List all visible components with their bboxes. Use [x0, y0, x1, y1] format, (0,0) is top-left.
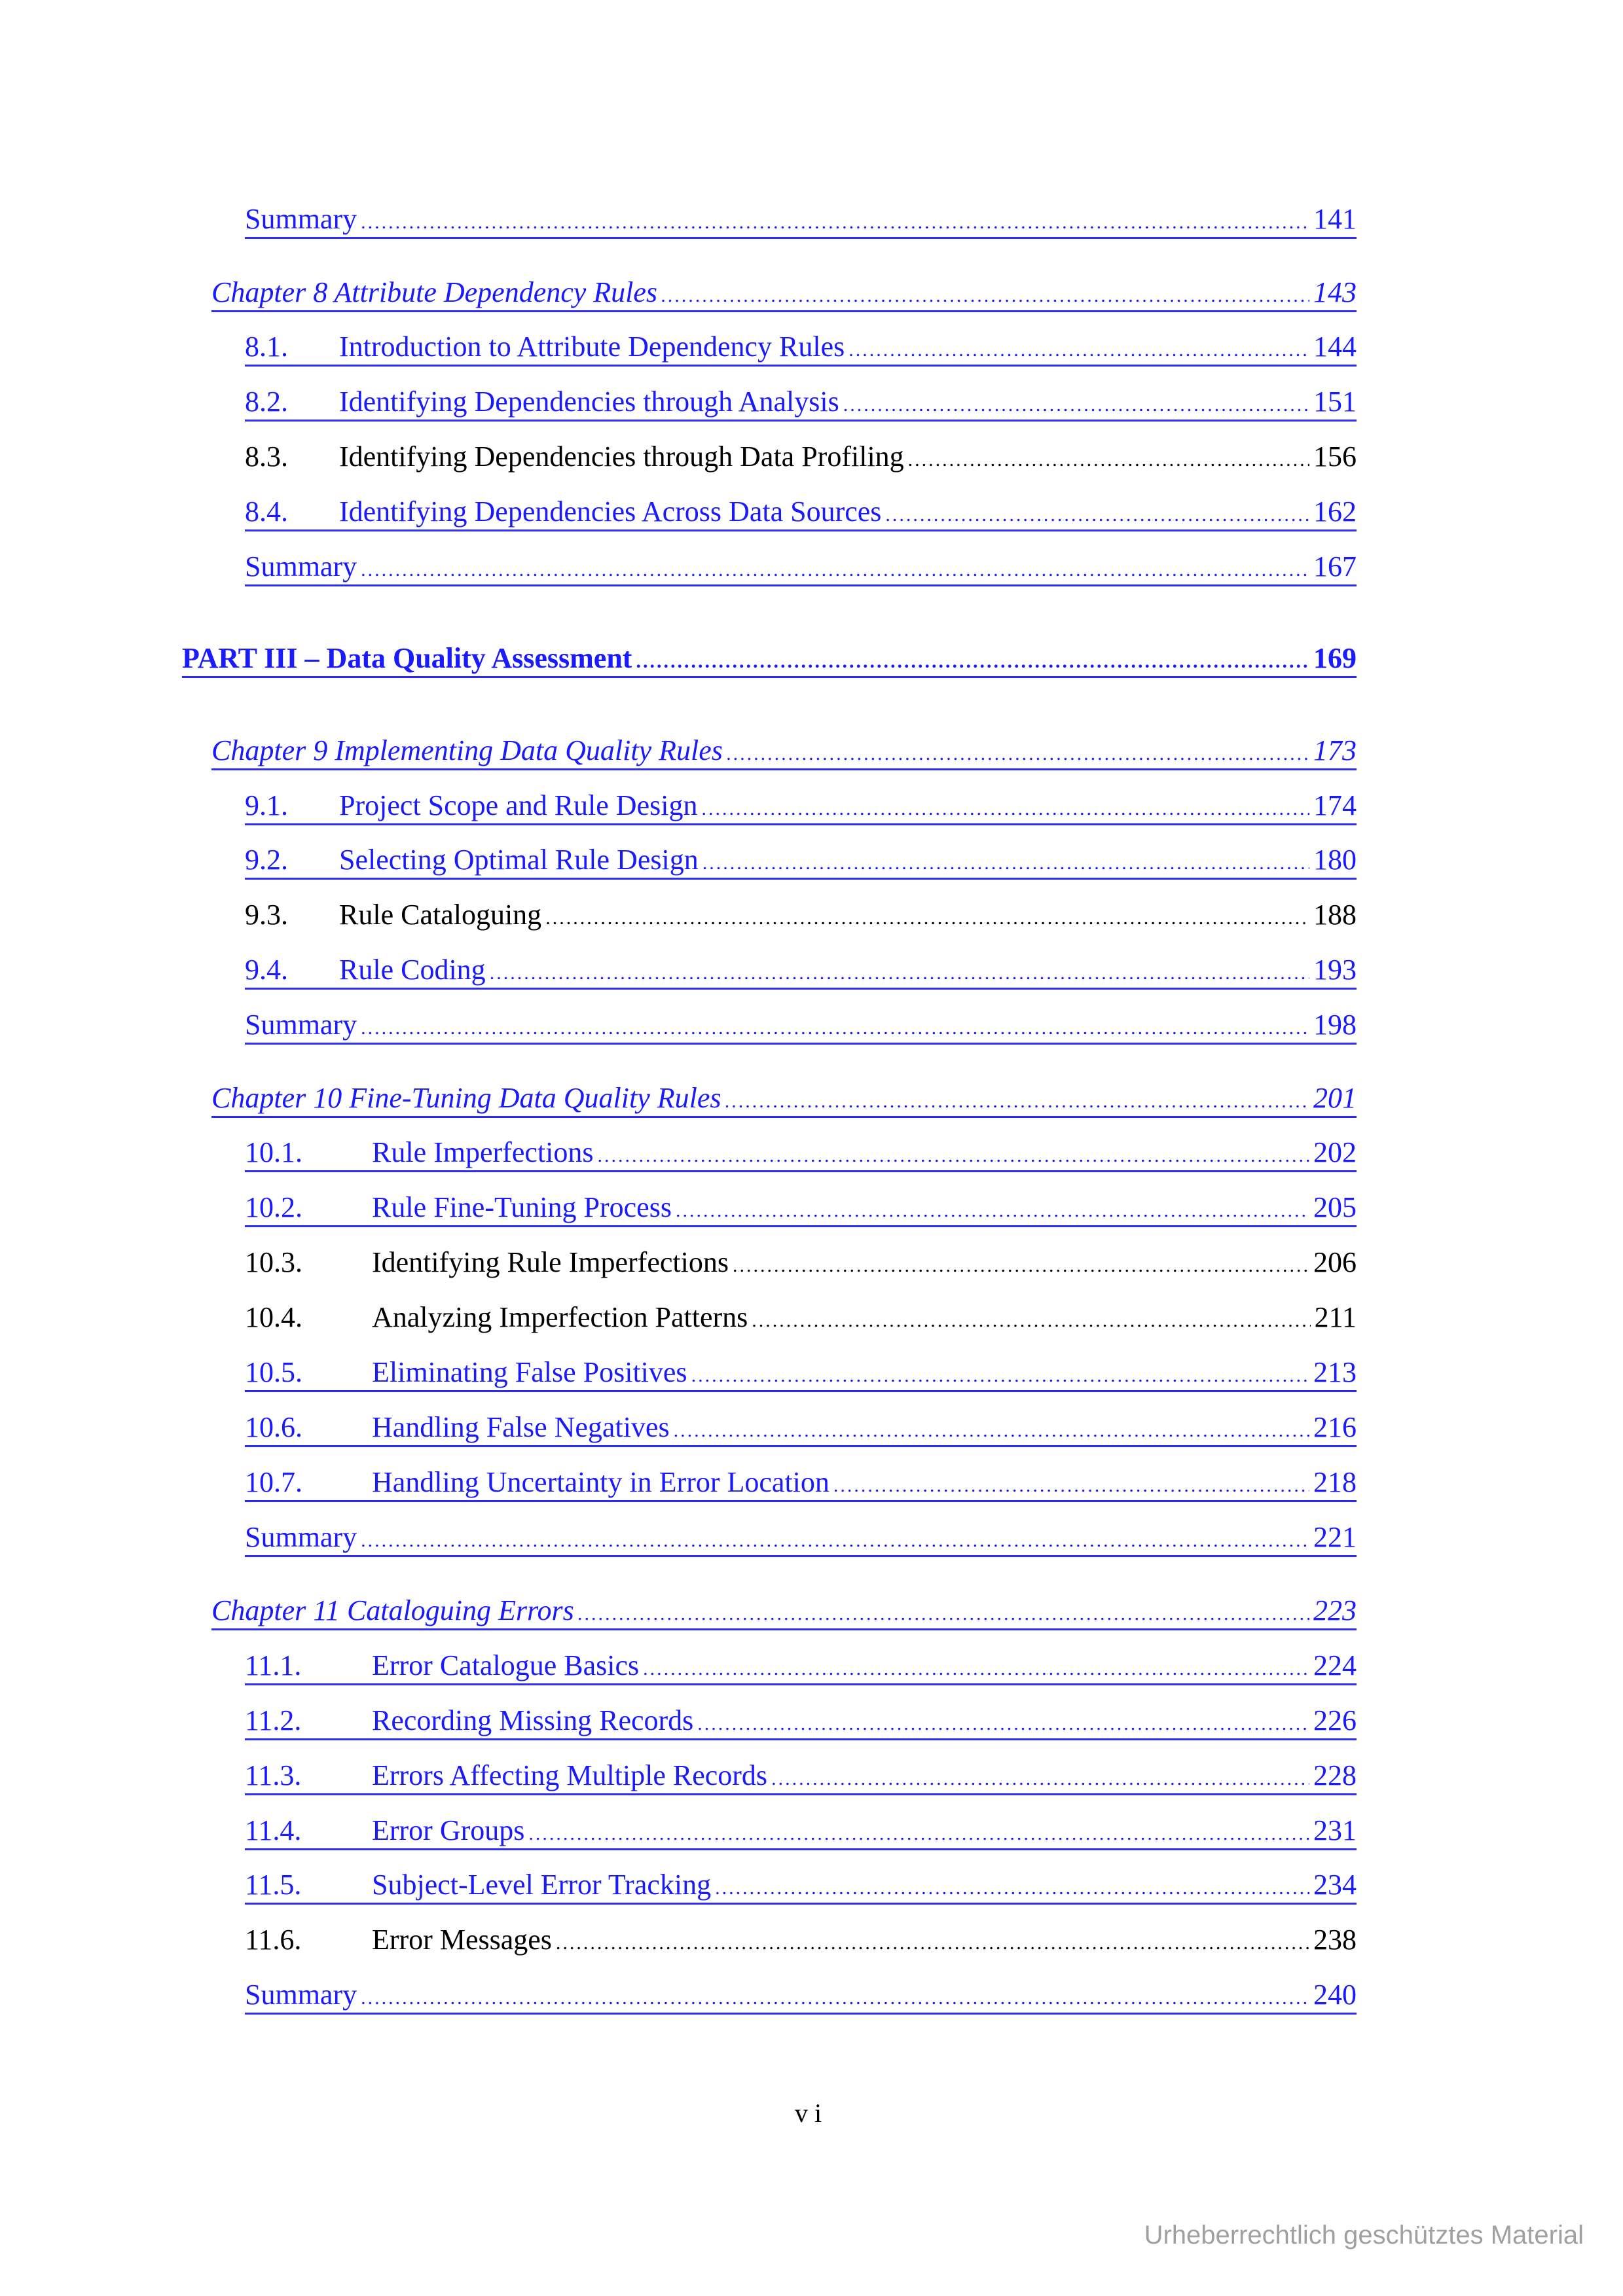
dot-leader	[691, 1356, 1309, 1395]
toc-entry-section[interactable]	[245, 786, 1357, 825]
toc-entry-page: 141	[1313, 203, 1357, 235]
dot-leader	[361, 550, 1309, 590]
toc-entry-page: 226	[1313, 1704, 1357, 1736]
toc-entry-title: Rule Imperfections	[372, 1136, 594, 1168]
toc-entry-number: 11.3.	[245, 1759, 302, 1791]
toc-entry-number: 8.2.	[245, 386, 288, 418]
toc-entry-title: Rule Cataloguing	[339, 899, 542, 931]
toc-entry-title: Summary	[245, 203, 357, 235]
toc-entry-page: 151	[1313, 386, 1357, 418]
toc-entry-title: Identifying Dependencies through Analysis	[339, 386, 839, 418]
dot-leader	[528, 1814, 1309, 1854]
dot-leader	[661, 276, 1309, 315]
toc-entry-page: 218	[1313, 1466, 1357, 1498]
toc-entry-summary[interactable]	[245, 1975, 1357, 2015]
dot-leader	[556, 1924, 1309, 1963]
toc-entry-number: 10.7.	[245, 1466, 302, 1498]
toc-entry-number: 9.4.	[245, 954, 288, 986]
dot-leader	[361, 1521, 1309, 1560]
toc-entry-number: 8.4.	[245, 495, 288, 528]
toc-entry-title: Chapter 8 Attribute Dependency Rules	[211, 276, 658, 308]
toc-entry-number: 10.4.	[245, 1301, 302, 1333]
toc-entry-page: 201	[1313, 1082, 1357, 1114]
toc-entry-title: Analyzing Imperfection Patterns	[372, 1301, 748, 1333]
toc-entry-section2[interactable]	[245, 1133, 1357, 1172]
toc-entry-page: 156	[1313, 440, 1357, 473]
toc-entry-title: PART III – Data Quality Assessment	[182, 642, 632, 674]
toc-entry-number: 11.2.	[245, 1704, 302, 1736]
toc-entry-number: 10.1.	[245, 1136, 302, 1168]
toc-entry-title: Chapter 10 Fine-Tuning Data Quality Rules	[211, 1082, 721, 1114]
toc-entry-page: 224	[1313, 1649, 1357, 1681]
toc-entry-page: 180	[1313, 844, 1357, 876]
toc-entry-title: Summary	[245, 1521, 357, 1553]
toc-entry-section[interactable]	[245, 950, 1357, 990]
toc-entry-page: 188	[1313, 899, 1357, 931]
dot-leader	[578, 1594, 1309, 1634]
dot-leader	[674, 1411, 1309, 1450]
toc-entry-page: 162	[1313, 495, 1357, 528]
toc-entry-page: 221	[1313, 1521, 1357, 1553]
toc-entry-number: 10.3.	[245, 1246, 302, 1278]
dot-leader	[885, 495, 1309, 535]
toc-entry-section2[interactable]	[245, 1408, 1357, 1447]
toc-entry-page: 228	[1313, 1759, 1357, 1791]
toc-entry-number: 11.5.	[245, 1869, 302, 1901]
toc-entry-title: Rule Fine-Tuning Process	[372, 1191, 672, 1223]
toc-entry-page: 167	[1313, 550, 1357, 583]
toc-entry-chapter[interactable]	[211, 1591, 1357, 1630]
page-number: vi	[794, 2098, 829, 2128]
toc-entry-title: Selecting Optimal Rule Design	[339, 844, 699, 876]
dot-leader	[733, 1246, 1309, 1285]
toc-entry-section[interactable]	[245, 327, 1357, 367]
toc-entry-section[interactable]	[245, 382, 1357, 422]
toc-entry-title: Chapter 9 Implementing Data Quality Rules	[211, 734, 723, 766]
dot-leader	[361, 203, 1309, 242]
toc-entry-section	[245, 437, 1357, 476]
toc-entry-title: Eliminating False Positives	[372, 1356, 687, 1388]
toc-entry-title: Introduction to Attribute Dependency Rules	[339, 331, 845, 363]
toc-entry-title: Summary	[245, 1979, 357, 2011]
toc-entry-title: Handling Uncertainty in Error Location	[372, 1466, 830, 1498]
dot-leader	[490, 954, 1309, 993]
toc-entry-page: 143	[1313, 276, 1357, 308]
toc-entry-section2	[245, 1243, 1357, 1282]
toc-entry-title: Identifying Dependencies through Data Profiling	[339, 440, 904, 473]
toc-entry-page: 198	[1313, 1009, 1357, 1041]
toc-entry-section[interactable]	[245, 492, 1357, 531]
dot-leader	[771, 1759, 1309, 1799]
toc-entry-page: 202	[1313, 1136, 1357, 1168]
toc-entry-number: 11.1.	[245, 1649, 302, 1681]
toc-entry-section2	[245, 1298, 1357, 1337]
toc-entry-page: 213	[1313, 1356, 1357, 1388]
toc-entry-chapter[interactable]	[211, 273, 1357, 312]
toc-entry-chapter[interactable]	[211, 731, 1357, 770]
toc-entry-title: Error Catalogue Basics	[372, 1649, 640, 1681]
toc-entry-section2[interactable]	[245, 1865, 1357, 1905]
toc-entry-title: Project Scope and Rule Design	[339, 789, 698, 821]
toc-entry-page: 174	[1313, 789, 1357, 821]
toc-entry-page: 193	[1313, 954, 1357, 986]
toc-entry-page: 144	[1313, 331, 1357, 363]
toc-entry-number: 9.3.	[245, 899, 288, 931]
dot-leader	[715, 1869, 1309, 1908]
toc-entry-number: 10.6.	[245, 1411, 302, 1443]
toc-entry-section2[interactable]	[245, 1353, 1357, 1392]
toc-entry-number: 9.1.	[245, 789, 288, 821]
dot-leader	[843, 386, 1309, 425]
toc-entry-page: 205	[1313, 1191, 1357, 1223]
toc-entry-section2[interactable]	[245, 1188, 1357, 1227]
toc-entry-chapter[interactable]	[211, 1079, 1357, 1118]
dot-leader	[361, 1979, 1309, 2018]
toc-entry-number: 9.2.	[245, 844, 288, 876]
toc-entry-title: Subject-Level Error Tracking	[372, 1869, 712, 1901]
dot-leader	[636, 642, 1309, 681]
dot-leader	[725, 1082, 1309, 1121]
toc-entry-part[interactable]	[182, 639, 1357, 678]
toc-entry-number: 10.2.	[245, 1191, 302, 1223]
toc-entry-page: 169	[1313, 642, 1357, 674]
toc-entry-page: 206	[1313, 1246, 1357, 1278]
toc-entry-page: 238	[1313, 1924, 1357, 1956]
dot-leader	[727, 734, 1309, 774]
toc-entry-summary[interactable]	[245, 547, 1357, 586]
toc-entry-number: 8.3.	[245, 440, 288, 473]
toc-entry-page: 211	[1314, 1301, 1357, 1333]
toc-entry-page: 223	[1313, 1594, 1357, 1626]
toc-entry-title: Chapter 11 Cataloguing Errors	[211, 1594, 574, 1626]
toc-entry-section2[interactable]	[245, 1811, 1357, 1850]
toc-entry-title: Summary	[245, 1009, 357, 1041]
toc-entry-title: Summary	[245, 550, 357, 583]
toc-entry-section2	[245, 1920, 1357, 1960]
toc-entry-number: 11.6.	[245, 1924, 302, 1956]
toc-entry-number: 11.4.	[245, 1814, 302, 1846]
toc-entry-page: 173	[1313, 734, 1357, 766]
toc-entry-title: Identifying Rule Imperfections	[372, 1246, 729, 1278]
toc-entry-number: 10.5.	[245, 1356, 302, 1388]
toc-entry-page: 234	[1313, 1869, 1357, 1901]
toc-entry-section	[245, 895, 1357, 935]
dot-leader	[361, 1009, 1309, 1048]
toc-entry-number: 8.1.	[245, 331, 288, 363]
toc-entry-title: Error Groups	[372, 1814, 525, 1846]
dot-leader	[545, 899, 1309, 938]
dot-leader	[752, 1301, 1310, 1340]
dot-leader	[676, 1191, 1309, 1230]
toc-entry-page: 231	[1313, 1814, 1357, 1846]
toc-entry-summary[interactable]	[245, 1005, 1357, 1045]
toc-entry-page: 216	[1313, 1411, 1357, 1443]
toc-entry-title: Handling False Negatives	[372, 1411, 670, 1443]
dot-leader	[833, 1466, 1309, 1505]
toc-entry-summary[interactable]	[245, 1518, 1357, 1557]
dot-leader	[697, 1704, 1309, 1744]
dot-leader	[597, 1136, 1309, 1175]
toc-entry-title: Recording Missing Records	[372, 1704, 694, 1736]
toc-entry-section2[interactable]	[245, 1463, 1357, 1502]
copyright-watermark: Urheberrechtlich geschütztes Material	[1144, 2221, 1584, 2250]
toc-entry-section2[interactable]	[245, 1701, 1357, 1740]
toc-entry-title: Rule Coding	[339, 954, 486, 986]
toc-entry-summary[interactable]	[245, 200, 1357, 239]
dot-leader	[643, 1649, 1309, 1689]
toc-entry-section2[interactable]	[245, 1646, 1357, 1685]
toc-entry-title: Identifying Dependencies Across Data Sources	[339, 495, 882, 528]
toc-entry-title: Errors Affecting Multiple Records	[372, 1759, 768, 1791]
toc-entry-page: 240	[1313, 1979, 1357, 2011]
dot-leader	[908, 440, 1309, 480]
dot-leader	[848, 331, 1309, 370]
dot-leader	[702, 844, 1309, 883]
toc-entry-section[interactable]	[245, 840, 1357, 880]
toc-entry-title: Error Messages	[372, 1924, 552, 1956]
toc-entry-section2[interactable]	[245, 1756, 1357, 1795]
dot-leader	[701, 789, 1309, 829]
